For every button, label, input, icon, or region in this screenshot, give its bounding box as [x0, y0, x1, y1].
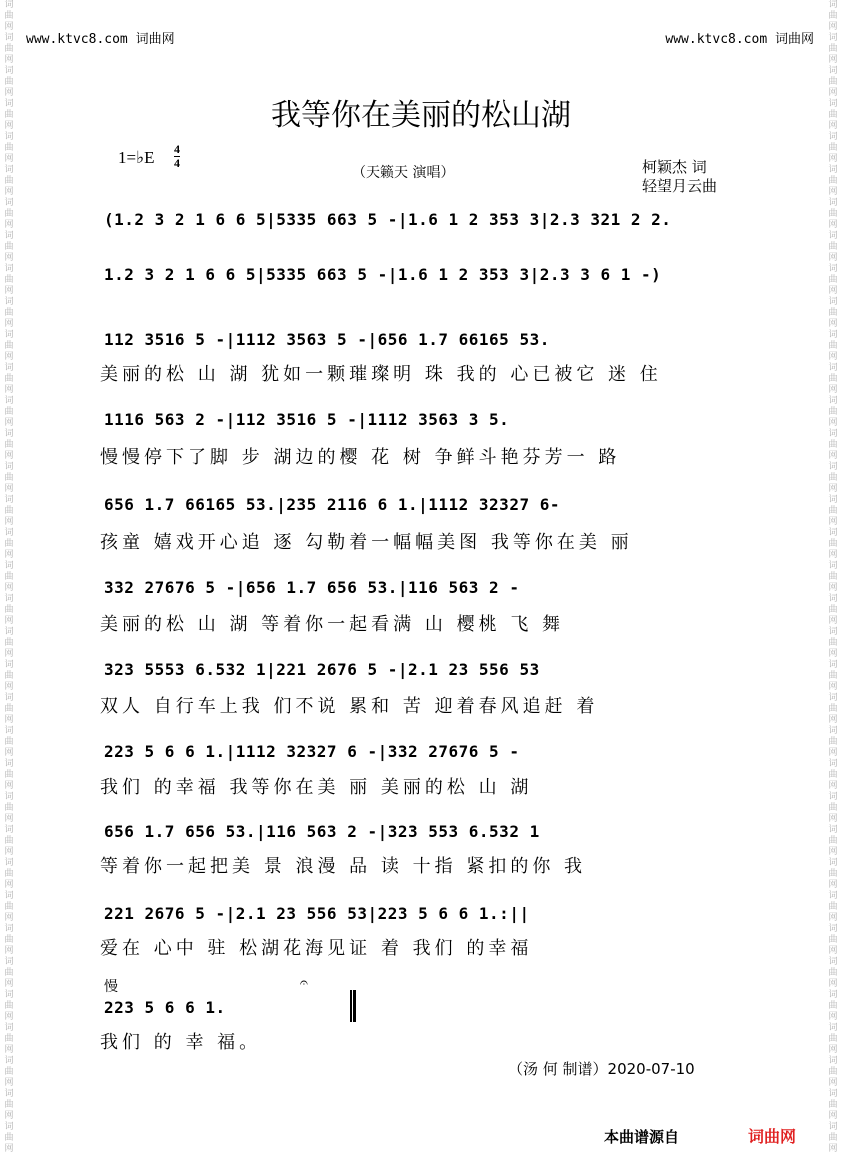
tempo-mark: 慢: [104, 979, 118, 995]
watermark-char: 曲: [828, 473, 838, 483]
notation-line: 656 1.7 66165 53.|235 2116 6 1.|1112 32327 6-: [104, 495, 560, 514]
watermark-char: 网: [4, 319, 14, 329]
watermark-char: 网: [828, 88, 838, 98]
watermark-char: 词: [828, 1023, 838, 1033]
watermark-char: 曲: [4, 770, 14, 780]
watermark-char: 词: [4, 0, 14, 10]
watermark-char: 网: [4, 88, 14, 98]
watermark-char: 词: [828, 759, 838, 769]
watermark-char: 网: [828, 121, 838, 131]
notation-line: (1.2 3 2 1 6 6 5|5335 663 5 -|1.6 1 2 353 3|2.3 321 2 2.: [104, 210, 672, 229]
watermark-char: 曲: [4, 1001, 14, 1011]
watermark-char: 曲: [4, 803, 14, 813]
watermark-char: 网: [4, 385, 14, 395]
watermark-char: 曲: [828, 209, 838, 219]
header-site-right[interactable]: [665, 28, 814, 47]
watermark-char: 网: [828, 550, 838, 560]
watermark-char: 词: [828, 990, 838, 1000]
watermark-char: 曲: [4, 407, 14, 417]
watermark-char: 词: [828, 891, 838, 901]
watermark-char: 网: [828, 286, 838, 296]
performer: （天籁天 演唱）: [352, 165, 455, 181]
watermark-char: 曲: [4, 836, 14, 846]
watermark-char: 网: [4, 187, 14, 197]
watermark-char: 曲: [828, 308, 838, 318]
watermark-char: 词: [828, 33, 838, 43]
watermark-char: 网: [4, 979, 14, 989]
watermark-char: 网: [828, 484, 838, 494]
watermark-char: 词: [4, 462, 14, 472]
site-url: www.ktvc8.com: [26, 32, 128, 47]
time-signature: [174, 143, 180, 170]
watermark-char: 词: [828, 594, 838, 604]
watermark-char: 网: [828, 517, 838, 527]
watermark-char: 词: [4, 693, 14, 703]
watermark-char: 词: [4, 429, 14, 439]
watermark-char: 网: [4, 55, 14, 65]
notation-line: 221 2676 5 -|2.1 23 556 53|223 5 6 6 1.:||: [104, 904, 530, 923]
watermark-char: 网: [4, 715, 14, 725]
lyric-line: 爱在 心中 驻 松湖花海见证 着 我们 的幸福: [100, 938, 533, 959]
watermark-char: 词: [828, 396, 838, 406]
watermark-char: 网: [828, 649, 838, 659]
watermark-char: 网: [4, 1111, 14, 1121]
watermark-char: 词: [4, 495, 14, 505]
watermark-char: 曲: [4, 341, 14, 351]
watermark-char: 曲: [4, 77, 14, 87]
watermark-char: 网: [828, 451, 838, 461]
watermark-char: 曲: [828, 638, 838, 648]
watermark-char: 词: [4, 1056, 14, 1066]
watermark-char: 网: [4, 154, 14, 164]
watermark-char: 词: [828, 693, 838, 703]
watermark-char: 网: [828, 847, 838, 857]
watermark-char: 网: [828, 418, 838, 428]
watermark-char: 网: [828, 22, 838, 32]
watermark-char: 网: [4, 781, 14, 791]
watermark-char: 曲: [4, 671, 14, 681]
watermark-char: 网: [4, 1144, 14, 1154]
watermark-char: 词: [4, 198, 14, 208]
watermark-char: 词: [4, 33, 14, 43]
watermark-char: 网: [828, 253, 838, 263]
watermark-char: 曲: [4, 44, 14, 54]
watermark-char: 词: [828, 1056, 838, 1066]
notation-line: 323 5553 6.532 1|221 2676 5 -|2.1 23 556 53: [104, 660, 540, 679]
watermark-char: 网: [828, 715, 838, 725]
source-site-link[interactable]: 词曲网: [748, 1127, 797, 1146]
watermark-char: 词: [4, 759, 14, 769]
watermark-char: 曲: [828, 605, 838, 615]
watermark-char: 曲: [828, 440, 838, 450]
watermark-char: 词: [828, 231, 838, 241]
watermark-char: 词: [828, 330, 838, 340]
watermark-char: 曲: [4, 242, 14, 252]
watermark-char: 曲: [4, 209, 14, 219]
watermark-char: 网: [828, 187, 838, 197]
watermark-char: 曲: [4, 704, 14, 714]
watermark-char: 词: [828, 198, 838, 208]
watermark-char: 曲: [828, 1001, 838, 1011]
watermark-char: 词: [4, 165, 14, 175]
watermark-char: 网: [828, 583, 838, 593]
watermark-char: 词: [4, 660, 14, 670]
notation-line: 1.2 3 2 1 6 6 5|5335 663 5 -|1.6 1 2 353 3|2.3 3 6 1 -): [104, 265, 662, 284]
notation-line: 112 3516 5 -|1112 3563 5 -|656 1.7 66165 53.: [104, 330, 550, 349]
watermark-char: 曲: [4, 869, 14, 879]
watermark-char: 词: [828, 660, 838, 670]
watermark-char: 词: [4, 957, 14, 967]
watermark-char: 网: [4, 1078, 14, 1088]
watermark-char: 网: [4, 286, 14, 296]
watermark-char: 网: [4, 946, 14, 956]
watermark-char: 词: [828, 792, 838, 802]
lyricist: 柯颖杰 词: [642, 158, 707, 176]
watermark-char: 词: [4, 264, 14, 274]
watermark-char: 词: [828, 165, 838, 175]
notation-line: 332 27676 5 -|656 1.7 656 53.|116 563 2 -: [104, 578, 520, 597]
lyric-line: 美丽的松 山 湖 等着你一起看满 山 樱桃 飞 舞: [100, 614, 565, 635]
lyric-line: 我们 的 幸 福。: [100, 1032, 262, 1053]
watermark-char: 曲: [828, 242, 838, 252]
watermark-char: 词: [4, 561, 14, 571]
watermark-char: 曲: [828, 341, 838, 351]
watermark-char: 网: [828, 1045, 838, 1055]
watermark-char: 词: [4, 924, 14, 934]
watermark-char: 曲: [828, 143, 838, 153]
watermark-char: 词: [828, 99, 838, 109]
watermark-char: 曲: [828, 1100, 838, 1110]
watermark-char: 网: [828, 352, 838, 362]
watermark-char: 曲: [4, 572, 14, 582]
left-watermark-strip: [2, 0, 16, 1171]
watermark-char: 曲: [828, 935, 838, 945]
watermark-char: 曲: [4, 473, 14, 483]
watermark-char: 曲: [4, 143, 14, 153]
watermark-char: 曲: [4, 1034, 14, 1044]
watermark-char: 曲: [4, 1100, 14, 1110]
watermark-char: 词: [4, 726, 14, 736]
watermark-char: 网: [4, 583, 14, 593]
watermark-char: 曲: [828, 803, 838, 813]
watermark-char: 曲: [4, 176, 14, 186]
watermark-char: 曲: [828, 275, 838, 285]
watermark-char: 曲: [828, 737, 838, 747]
watermark-char: 网: [4, 352, 14, 362]
watermark-char: 曲: [828, 671, 838, 681]
watermark-char: 网: [4, 682, 14, 692]
watermark-char: 词: [4, 396, 14, 406]
watermark-char: 网: [828, 616, 838, 626]
song-title: 我等你在美丽的松山湖: [271, 98, 571, 133]
lyric-line: 慢慢停下了脚 步 湖边的樱 花 树 争鲜斗艳芬芳一 路: [100, 447, 621, 468]
watermark-char: 网: [828, 814, 838, 824]
watermark-char: 网: [828, 946, 838, 956]
watermark-char: 曲: [828, 77, 838, 87]
watermark-char: 曲: [828, 539, 838, 549]
watermark-char: 网: [4, 418, 14, 428]
watermark-char: 词: [4, 330, 14, 340]
watermark-char: 曲: [828, 902, 838, 912]
site-url: www.ktvc8.com: [665, 32, 768, 47]
watermark-char: 曲: [4, 605, 14, 615]
final-barline: [350, 990, 356, 1022]
watermark-char: 网: [828, 682, 838, 692]
right-watermark-strip: [826, 0, 840, 1171]
watermark-char: 词: [828, 528, 838, 538]
site-name: 词曲网: [135, 32, 175, 47]
watermark-char: 网: [4, 550, 14, 560]
watermark-char: 词: [4, 528, 14, 538]
watermark-char: 词: [828, 363, 838, 373]
watermark-char: 网: [4, 451, 14, 461]
watermark-char: 曲: [4, 935, 14, 945]
notation-line: 656 1.7 656 53.|116 563 2 -|323 553 6.532 1: [104, 822, 540, 841]
watermark-char: 网: [4, 748, 14, 758]
watermark-char: 词: [828, 924, 838, 934]
watermark-char: 词: [4, 627, 14, 637]
watermark-char: 曲: [4, 110, 14, 120]
watermark-char: 曲: [4, 440, 14, 450]
watermark-char: 词: [828, 1122, 838, 1132]
watermark-char: 词: [828, 66, 838, 76]
watermark-char: 网: [828, 781, 838, 791]
watermark-char: 曲: [4, 308, 14, 318]
watermark-char: 词: [828, 627, 838, 637]
watermark-char: 词: [4, 858, 14, 868]
watermark-char: 曲: [828, 869, 838, 879]
watermark-char: 曲: [828, 506, 838, 516]
watermark-char: 词: [4, 231, 14, 241]
transcriber-note: （汤 何 制谱）2020-07-10: [508, 1060, 695, 1078]
watermark-char: 网: [828, 880, 838, 890]
watermark-char: 词: [828, 0, 838, 10]
watermark-char: 曲: [4, 506, 14, 516]
watermark-char: 网: [828, 913, 838, 923]
watermark-char: 网: [4, 847, 14, 857]
notation-line: 223 5 6 6 1.|1112 32327 6 -|332 27676 5 -: [104, 742, 520, 761]
watermark-char: 曲: [4, 1133, 14, 1143]
watermark-char: 网: [828, 1078, 838, 1088]
watermark-char: 词: [828, 561, 838, 571]
watermark-char: 网: [4, 22, 14, 32]
watermark-char: 词: [4, 792, 14, 802]
watermark-char: 词: [4, 297, 14, 307]
watermark-char: 曲: [4, 968, 14, 978]
watermark-char: 网: [828, 55, 838, 65]
watermark-char: 网: [4, 220, 14, 230]
watermark-char: 曲: [828, 836, 838, 846]
watermark-char: 网: [4, 253, 14, 263]
watermark-char: 曲: [828, 1133, 838, 1143]
watermark-char: 网: [828, 319, 838, 329]
watermark-char: 网: [4, 814, 14, 824]
header-site-left[interactable]: [26, 28, 175, 47]
notation-line: 223 5 6 6 1.: [104, 998, 226, 1017]
watermark-char: 词: [828, 429, 838, 439]
notation-line: 1116 563 2 -|112 3516 5 -|1112 3563 3 5.: [104, 410, 510, 429]
watermark-char: 曲: [4, 1067, 14, 1077]
watermark-char: 词: [828, 825, 838, 835]
watermark-char: 网: [828, 979, 838, 989]
watermark-char: 词: [4, 594, 14, 604]
watermark-char: 词: [4, 1089, 14, 1099]
watermark-char: 曲: [828, 11, 838, 21]
watermark-char: 曲: [4, 539, 14, 549]
source-label: 本曲谱源自: [604, 1128, 680, 1146]
watermark-char: 曲: [828, 704, 838, 714]
watermark-char: 网: [4, 649, 14, 659]
watermark-char: 网: [828, 385, 838, 395]
watermark-char: 网: [4, 616, 14, 626]
watermark-char: 曲: [828, 968, 838, 978]
watermark-char: 词: [4, 1122, 14, 1132]
key-signature: 1=♭E: [118, 148, 155, 167]
watermark-char: 网: [4, 1045, 14, 1055]
watermark-char: 词: [4, 891, 14, 901]
lyric-line: 等着你一起把美 景 浪漫 品 读 十指 紧扣的你 我: [100, 856, 587, 877]
watermark-char: 词: [828, 726, 838, 736]
watermark-char: 词: [4, 99, 14, 109]
watermark-char: 网: [828, 1111, 838, 1121]
watermark-char: 词: [828, 957, 838, 967]
watermark-char: 网: [4, 484, 14, 494]
watermark-char: 网: [4, 1012, 14, 1022]
fermata-icon: 𝄐: [300, 975, 308, 991]
watermark-char: 网: [828, 1012, 838, 1022]
watermark-char: 网: [4, 517, 14, 527]
composer: 轻望月云曲: [642, 177, 718, 195]
lyric-line: 双人 自行车上我 们不说 累和 苦 迎着春风追赶 着: [100, 696, 599, 717]
time-signature-top: 4: [174, 142, 180, 156]
watermark-char: 网: [4, 880, 14, 890]
watermark-char: 网: [4, 913, 14, 923]
watermark-char: 词: [4, 363, 14, 373]
watermark-char: 词: [828, 462, 838, 472]
watermark-char: 网: [828, 748, 838, 758]
watermark-char: 词: [4, 1023, 14, 1033]
watermark-char: 词: [828, 1089, 838, 1099]
watermark-char: 曲: [828, 1067, 838, 1077]
watermark-char: 曲: [4, 374, 14, 384]
watermark-char: 词: [828, 297, 838, 307]
watermark-char: 词: [4, 132, 14, 142]
lyric-line: 我们 的幸福 我等你在美 丽 美丽的松 山 湖: [100, 777, 533, 798]
watermark-char: 网: [4, 121, 14, 131]
watermark-char: 网: [828, 220, 838, 230]
watermark-char: 网: [828, 154, 838, 164]
watermark-char: 词: [828, 132, 838, 142]
lyric-line: 孩童 嬉戏开心追 逐 勾勒着一幅幅美图 我等你在美 丽: [100, 532, 633, 553]
watermark-char: 词: [4, 990, 14, 1000]
watermark-char: 曲: [4, 902, 14, 912]
watermark-char: 曲: [828, 176, 838, 186]
watermark-char: 曲: [828, 110, 838, 120]
watermark-char: 曲: [4, 737, 14, 747]
watermark-char: 曲: [4, 638, 14, 648]
watermark-char: 曲: [828, 374, 838, 384]
time-signature-bottom: 4: [174, 156, 180, 170]
watermark-char: 词: [828, 264, 838, 274]
watermark-char: 曲: [828, 572, 838, 582]
watermark-char: 网: [828, 1144, 838, 1154]
watermark-char: 曲: [828, 44, 838, 54]
site-name: 词曲网: [774, 32, 814, 47]
watermark-char: 曲: [828, 407, 838, 417]
watermark-char: 曲: [4, 11, 14, 21]
watermark-char: 词: [4, 825, 14, 835]
watermark-char: 词: [4, 66, 14, 76]
watermark-char: 词: [828, 495, 838, 505]
lyric-line: 美丽的松 山 湖 犹如一颗璀璨明 珠 我的 心已被它 迷 住: [100, 364, 662, 385]
watermark-char: 曲: [828, 770, 838, 780]
watermark-char: 曲: [828, 1034, 838, 1044]
watermark-char: 词: [828, 858, 838, 868]
watermark-char: 曲: [4, 275, 14, 285]
